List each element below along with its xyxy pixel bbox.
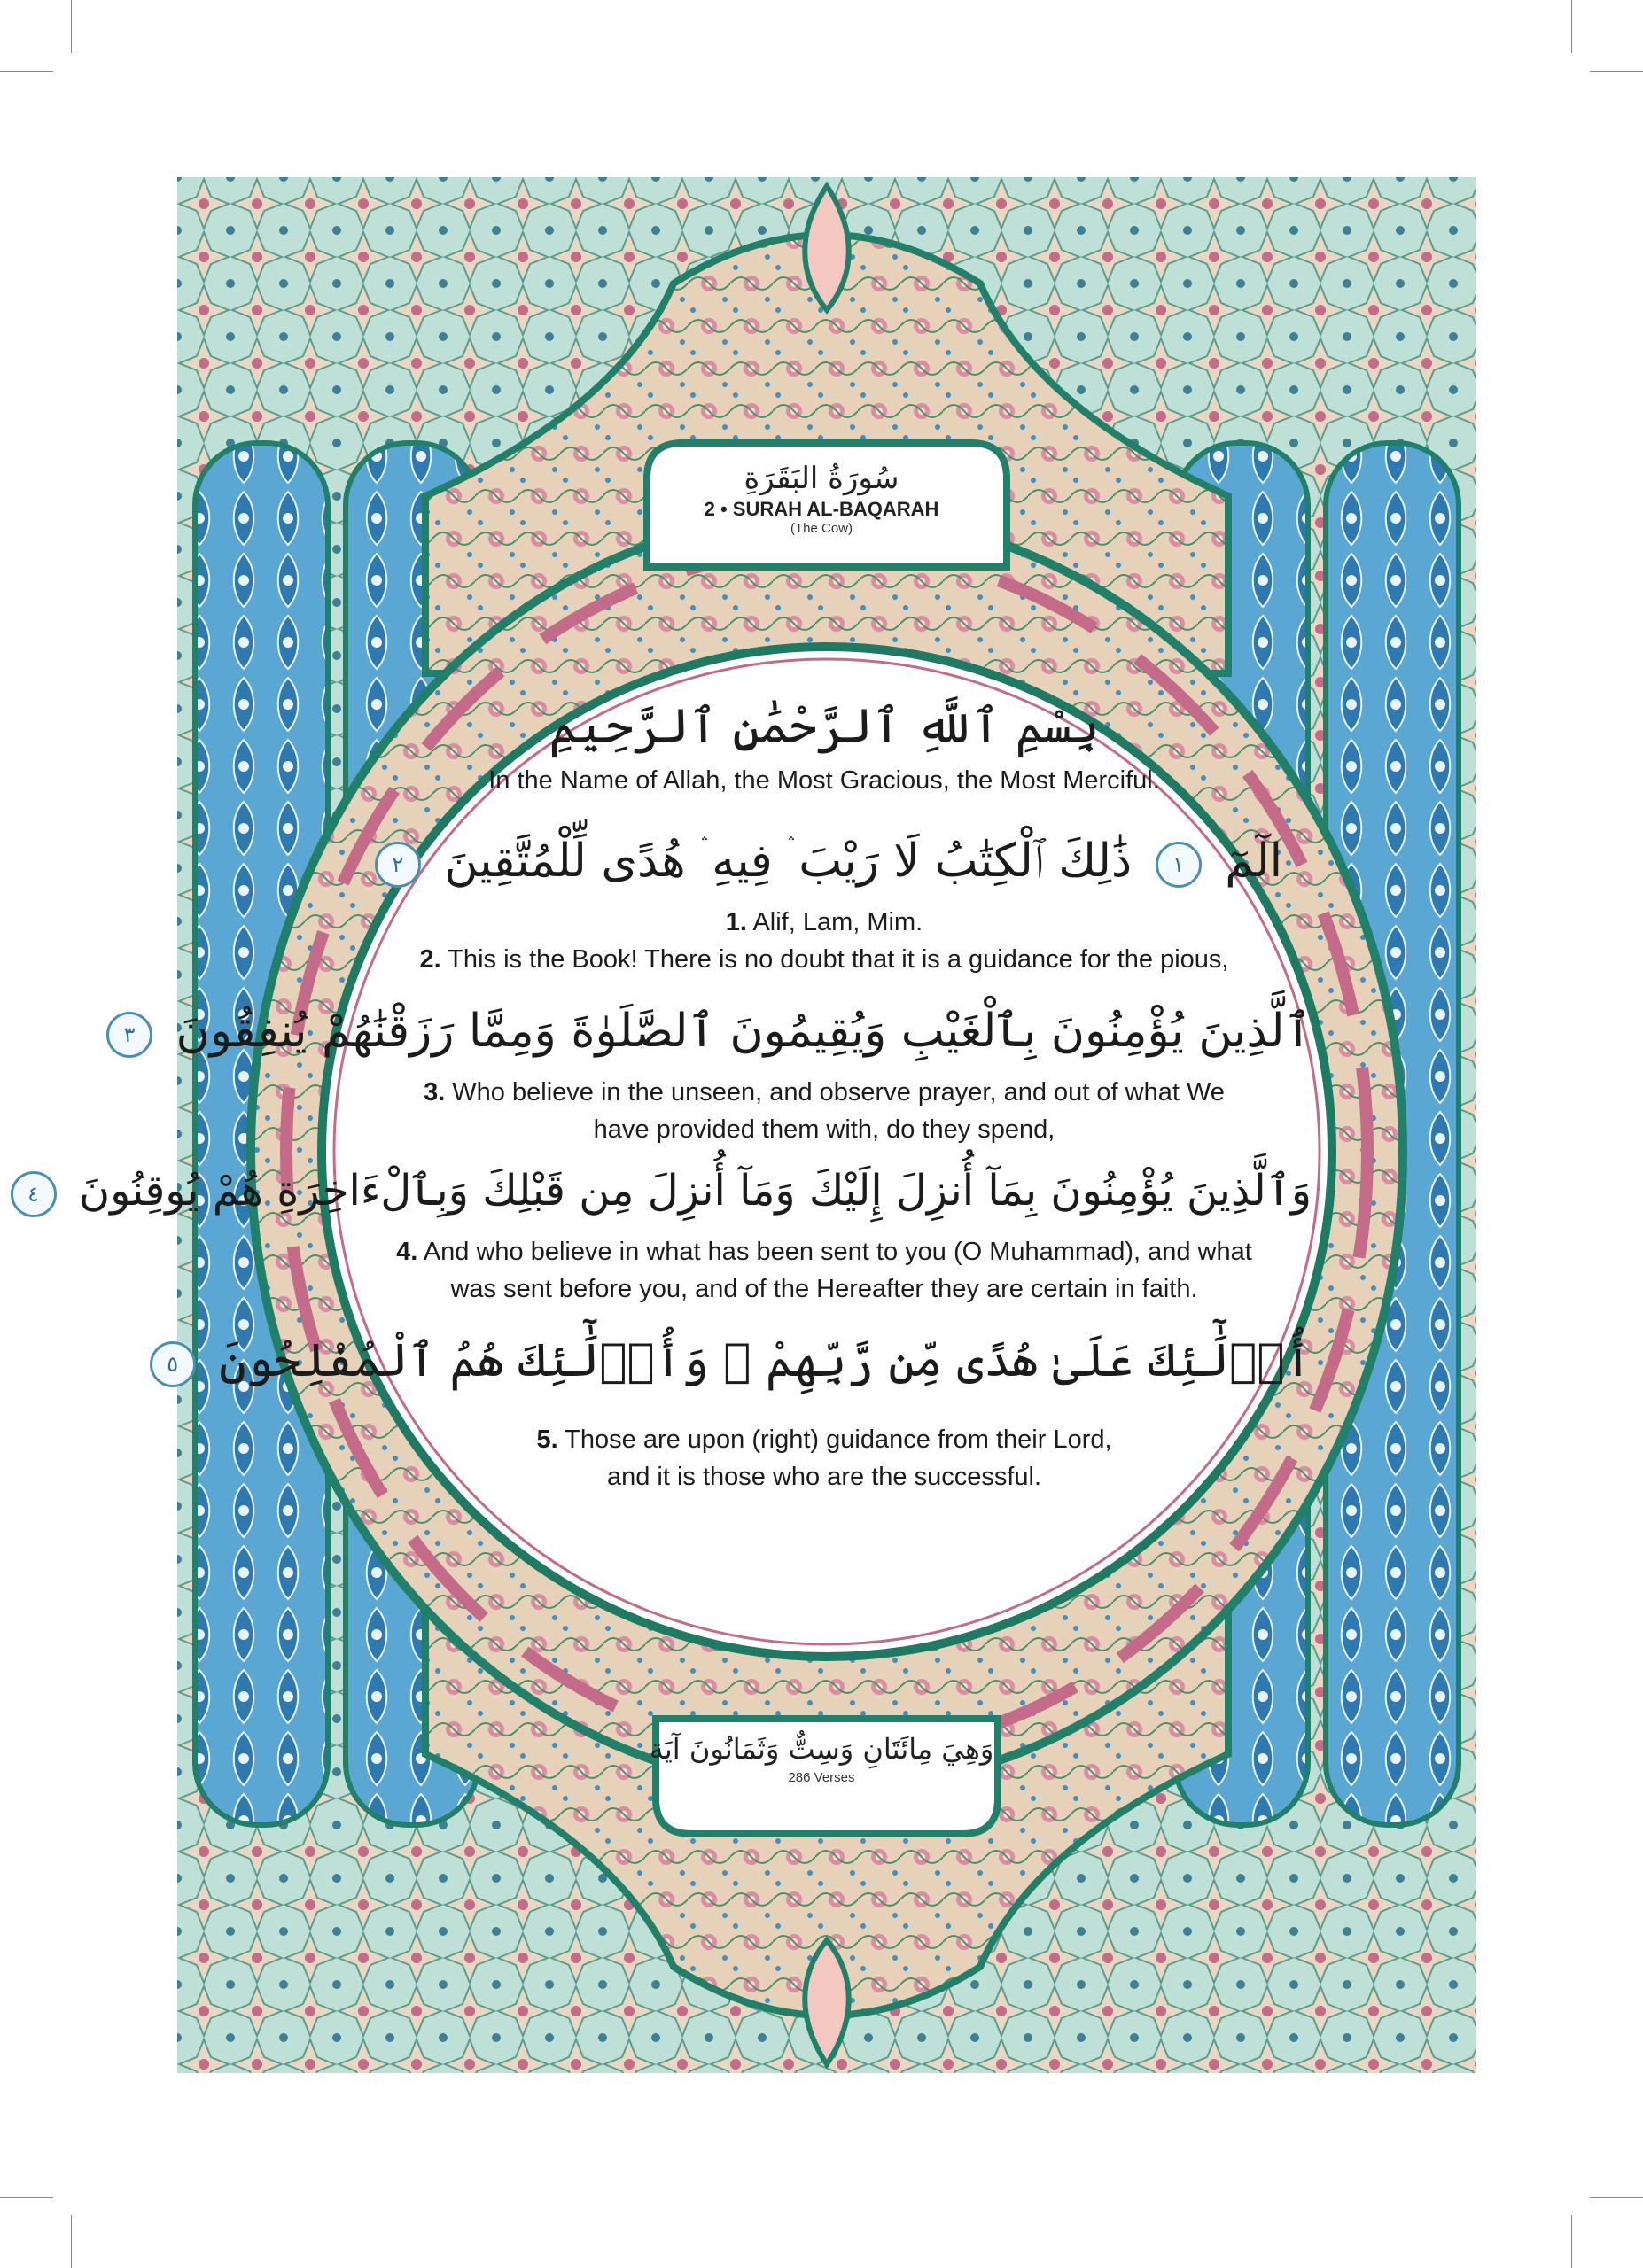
ayah-3-arabic <box>123 989 1312 1074</box>
ayah-4-translation <box>337 1233 1312 1308</box>
verse-marker-icon: ٢ <box>375 842 421 888</box>
basmala-translation: In the Name of Allah, the Most Gracious, the Most Merciful. <box>488 766 1160 795</box>
verse-number: 3. <box>424 1078 446 1107</box>
crop-mark <box>71 0 72 53</box>
crop-mark <box>71 2215 72 2268</box>
verse-marker-icon: ١ <box>1156 842 1202 888</box>
verse-text: have provided them with, do they spend, <box>593 1115 1055 1144</box>
crop-mark <box>0 71 53 72</box>
verse-count: 286 Verses <box>788 1770 855 1785</box>
ayah-text: ٱلَّذِينَ يُؤْمِنُونَ بِٱلْغَيْبِ وَيُقِيمُونَ ٱلصَّلَوٰةَ وَمِمَّا رَزَقْنَٰهُمْ يُنفِقُونَ <box>175 1005 1312 1058</box>
verse-count-footer <box>644 1728 999 1825</box>
verse-content <box>27 673 1312 1495</box>
verse-text: and it is those who are the successful. <box>606 1463 1042 1491</box>
verse-number: 5. <box>536 1425 558 1454</box>
ayah-5-translation <box>337 1421 1312 1495</box>
crop-mark <box>1590 71 1643 72</box>
verse-text: Who believe in the unseen, and observe prayer, and out of what We <box>445 1078 1225 1107</box>
crop-mark <box>1571 2215 1572 2268</box>
surah-title: 2 • SURAH AL-BAQARAH <box>704 498 939 520</box>
ayah-text: وَٱلَّذِينَ يُؤْمِنُونَ بِمَآ أُنزِلَ إِلَيْكَ وَمَآ أُنزِلَ مِن قَبْلِكَ وَبِٱلْءَاخِرَةِ هُمْ يُوقِنُونَ <box>78 1166 1312 1216</box>
ayah-4-arabic <box>27 1148 1312 1233</box>
surah-header <box>635 459 1008 563</box>
verse-text: And who believe in what has been sent to you (O Muhammad), and what <box>417 1238 1252 1266</box>
crop-mark <box>0 2197 53 2198</box>
ayah-3-translation <box>337 1074 1312 1148</box>
verse-number: 1. <box>725 908 747 936</box>
verse-marker-icon: ٤ <box>11 1171 57 1217</box>
ayah-2-translation <box>337 941 1312 978</box>
verse-marker-icon: ٥ <box>150 1341 196 1387</box>
crop-mark <box>1590 2197 1643 2198</box>
verse-text: Alif, Lam, Mim. <box>746 908 923 936</box>
ayah-5-arabic <box>167 1318 1312 1403</box>
surah-meaning: (The Cow) <box>790 521 853 536</box>
ayah-1-2-arabic <box>337 819 1312 904</box>
ayah-text: أُو۟لَٰٓئِكَ عَلَىٰ هُدًى مِّن رَّبِّهِمْ ۖ وَأُو۟لَٰٓئِكَ هُمُ ٱلْمُفْلِحُونَ <box>219 1334 1312 1387</box>
verse-text: This is the Book! There is no doubt that it is a guidance for the pious, <box>440 945 1229 974</box>
crop-mark <box>1571 0 1572 53</box>
ayah-1-translation <box>337 904 1312 941</box>
verse-number: 2. <box>419 945 441 974</box>
basmala-arabic: بِسْمِ ٱللَّهِ ٱلرَّحْمَٰنِ ٱلرَّحِيمِ <box>549 698 1100 754</box>
surah-name-arabic: سُورَةُ البَقَرَةِ <box>744 461 899 496</box>
verse-number: 4. <box>396 1238 418 1266</box>
verse-text: Those are upon (right) guidance from their Lord, <box>557 1425 1112 1454</box>
ayah-1-arabic: الٓمٓ <box>1225 835 1283 888</box>
verse-text: was sent before you, and of the Hereafter they are certain in faith. <box>450 1275 1198 1303</box>
verse-marker-icon: ٣ <box>106 1012 152 1058</box>
verse-count-arabic: وَهِيَ مِائَتَانِ وَسِتٌّ وَثَمَانُونَ آيَة <box>649 1732 994 1766</box>
ayah-2-arabic: ذَٰلِكَ ٱلْكِتَٰبُ لَا رَيْبَ ۛ فِيهِ ۛ هُدًى لِّلْمُتَّقِينَ <box>444 835 1133 888</box>
